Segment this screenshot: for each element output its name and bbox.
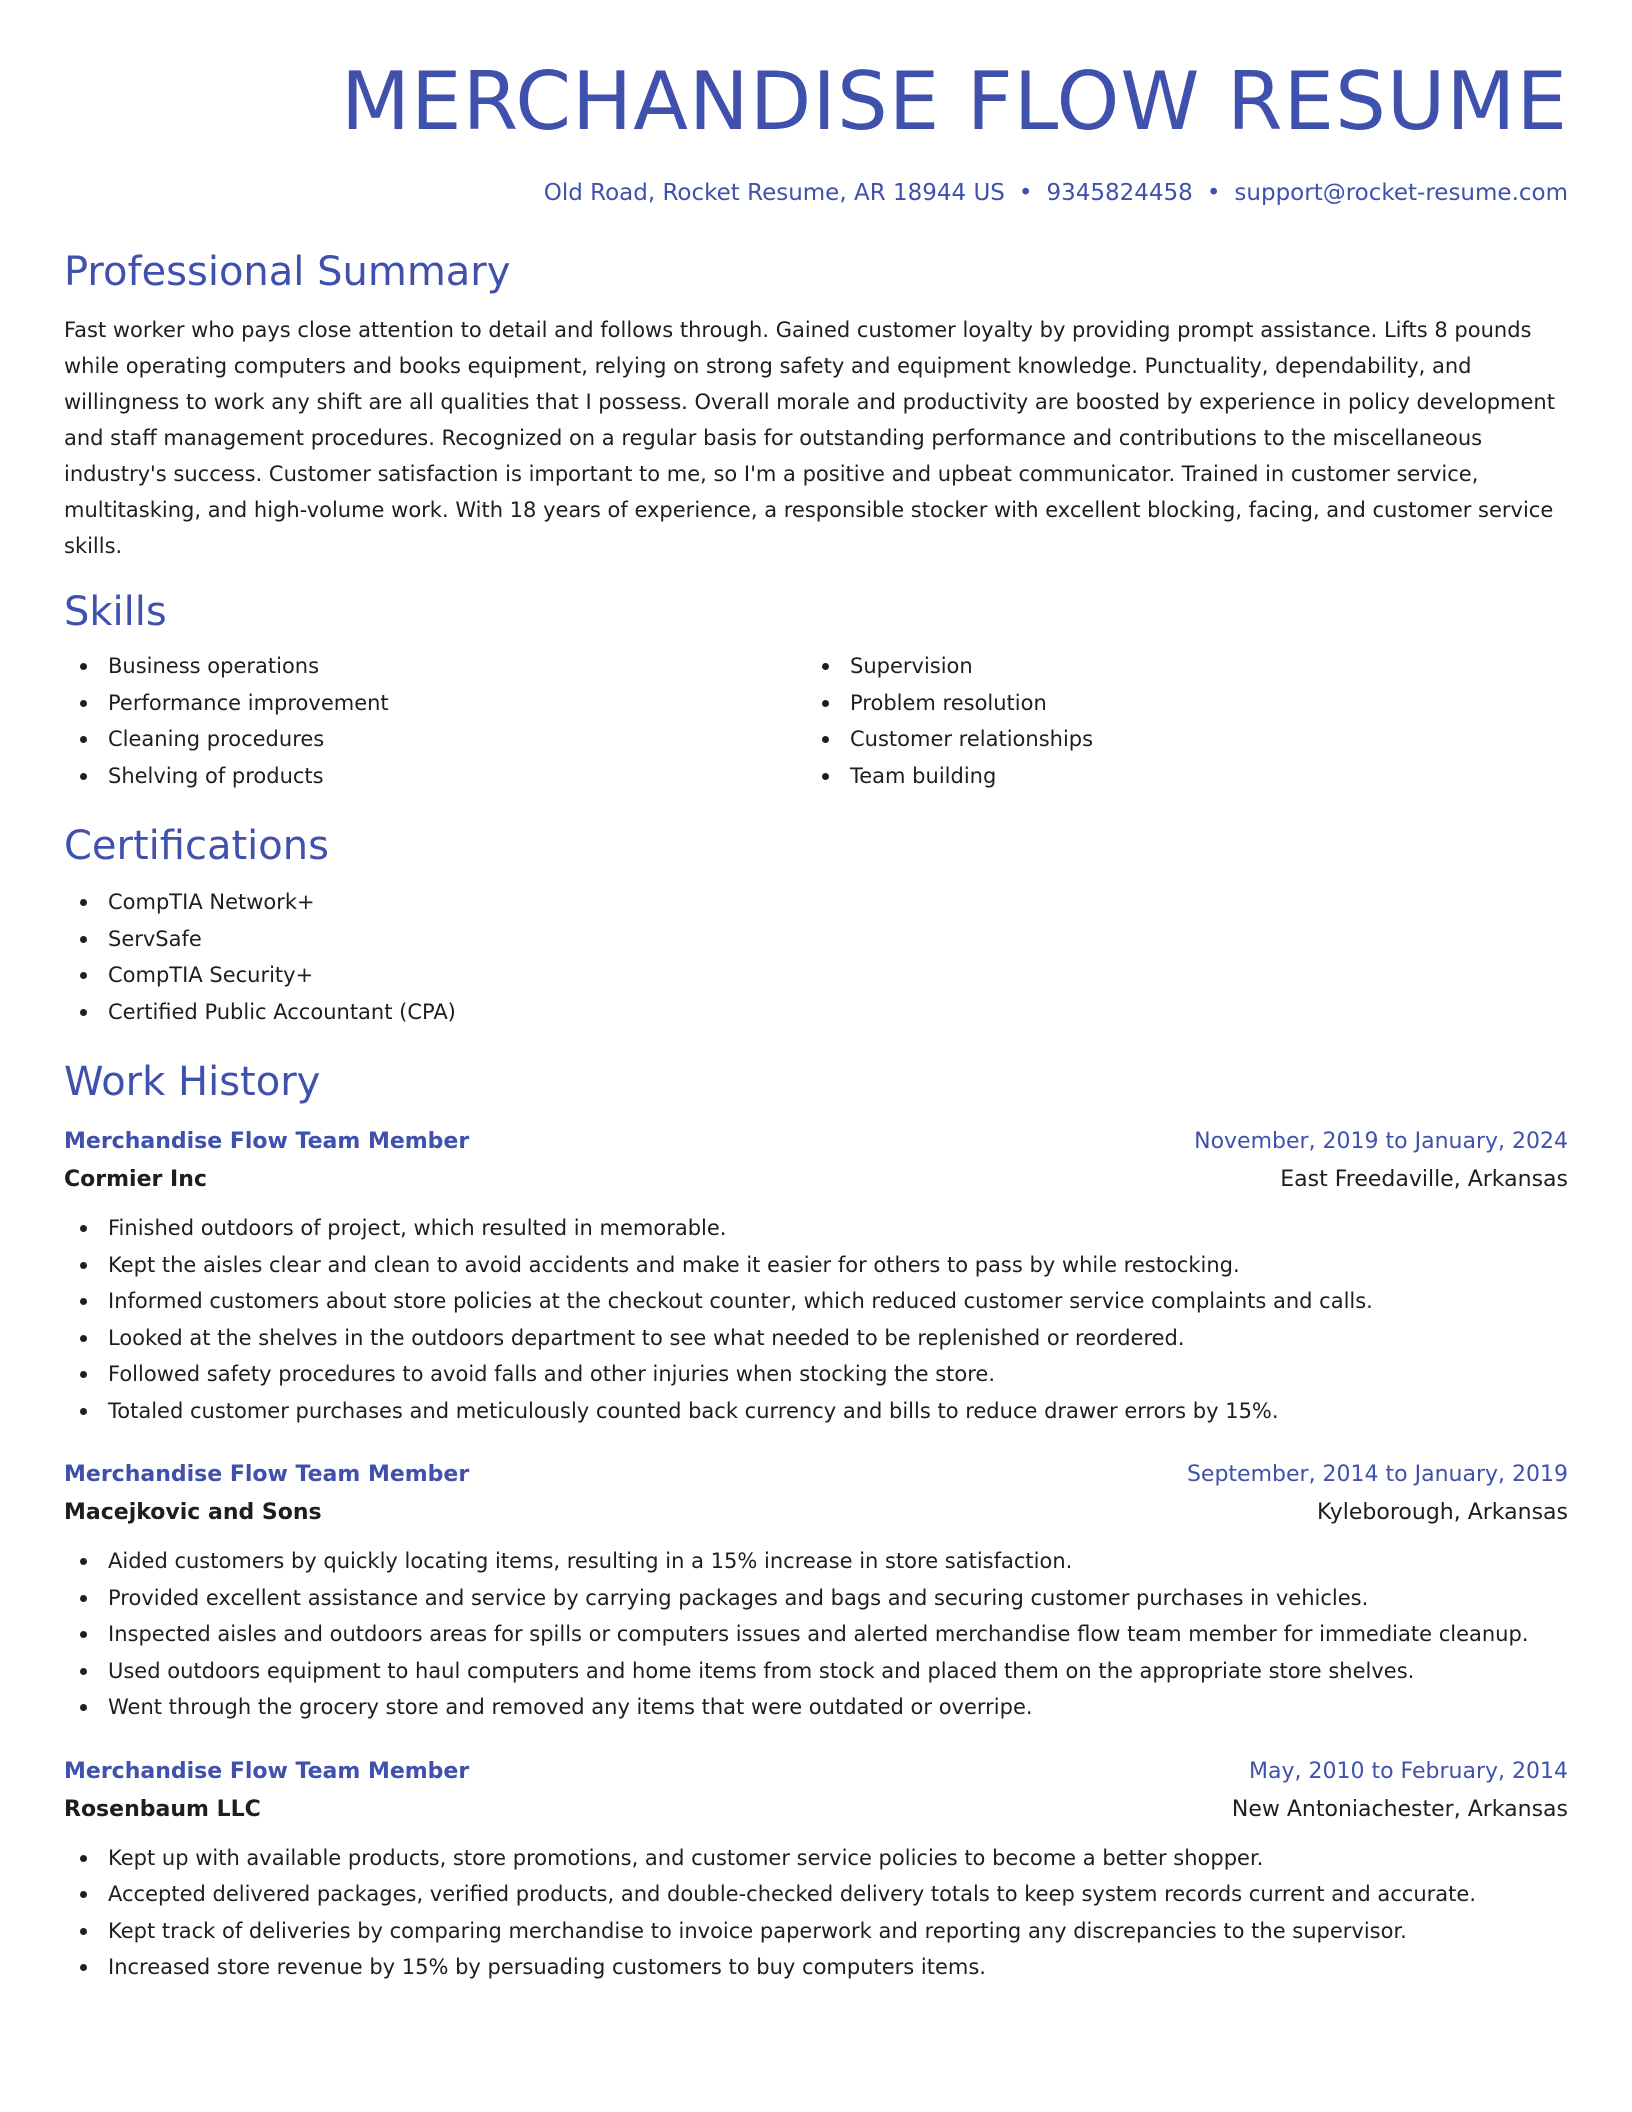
job-title: Merchandise Flow Team Member	[64, 1129, 470, 1154]
job-bullets	[64, 1210, 1568, 1429]
job-title-row	[64, 1457, 1568, 1493]
job-location: Kyleborough, Arkansas	[1316, 1500, 1568, 1525]
job-bullet: Increased store revenue by 15% by persuading customers to buy computers items.	[64, 1949, 1568, 1986]
job-bullet: Inspected aisles and outdoors areas for spills or computers issues and alerted merchandise flow team member for immediate cleanup.	[64, 1616, 1568, 1653]
job-title: Merchandise Flow Team Member	[64, 1462, 470, 1487]
contact-separator: •	[1206, 180, 1221, 206]
contact-phone: 9345824458	[1046, 180, 1193, 206]
skills-heading: Skills	[64, 589, 167, 635]
certification-item: CompTIA Network+	[64, 884, 1568, 921]
job-title-row	[64, 1124, 1568, 1160]
job-bullet: Aided customers by quickly locating items, resulting in a 15% increase in store satisfaction.	[64, 1543, 1568, 1580]
certification-item: Certified Public Accountant (CPA)	[64, 994, 1568, 1031]
summary-text: Fast worker who pays close attention to detail and follows through. Gained customer loyalty by providing prompt assistance. Lifts 8 pounds while operating computers and books equipment, relying on strong safety and equipment knowledge. Punctuality, dependability, and willingness to work any shift are all qualities that I possess. Overall morale and productivity are boosted by experience in policy development and staff management procedures. Recognized on a regular basis for outstanding performance and contributions to the miscellaneous industry's success. Customer satisfaction is important to me, so I'm a positive and upbeat communicator. Trained in customer service, multitasking, and high-volume work. With 18 years of experience, a responsible stocker with excellent blocking, facing, and customer service skills.	[64, 318, 1555, 558]
contact-email[interactable]: support@rocket-resume.com	[1234, 180, 1568, 206]
certifications-list	[64, 884, 1568, 1030]
job-bullet: Accepted delivered packages, verified products, and double-checked delivery totals to keep system records current and accurate.	[64, 1876, 1568, 1913]
job-dates: November, 2019 to January, 2024	[1194, 1129, 1568, 1154]
job-bullet: Kept up with available products, store promotions, and customer service policies to become a better shopper.	[64, 1840, 1568, 1877]
contact-line	[64, 178, 1568, 208]
certification-item: ServSafe	[64, 921, 1568, 958]
job-bullet: Provided excellent assistance and service by carrying packages and bags and securing customer purchases in vehicles.	[64, 1580, 1568, 1617]
job-bullet: Went through the grocery store and removed any items that were outdated or overripe.	[64, 1689, 1568, 1726]
skill-item: Team building	[806, 758, 1548, 795]
skills-list-right	[806, 648, 1548, 794]
job-dates: May, 2010 to February, 2014	[1249, 1758, 1568, 1784]
job-company-row	[64, 1160, 1568, 1200]
summary-heading: Professional Summary	[64, 249, 511, 295]
resume-title: MERCHANDISE FLOW RESUME	[341, 55, 1568, 148]
job-company: Rosenbaum LLC	[64, 1796, 261, 1822]
job-bullet: Looked at the shelves in the outdoors department to see what needed to be replenished or reordered.	[64, 1320, 1568, 1357]
job-entry	[64, 1457, 1568, 1726]
job-bullet: Finished outdoors of project, which resulted in memorable.	[64, 1210, 1568, 1247]
job-entry	[64, 1754, 1568, 1986]
skill-item: Shelving of products	[64, 758, 806, 795]
resume-page	[64, 0, 1568, 1986]
job-bullet: Kept track of deliveries by comparing merchandise to invoice paperwork and reporting any discrepancies to the supervisor.	[64, 1913, 1568, 1950]
skills-grid	[64, 648, 1568, 794]
job-location: East Freedaville, Arkansas	[1280, 1167, 1568, 1192]
job-bullet: Informed customers about store policies at the checkout counter, which reduced customer service complaints and calls.	[64, 1283, 1568, 1320]
job-bullet: Kept the aisles clear and clean to avoid accidents and make it easier for others to pass by while restocking.	[64, 1247, 1568, 1284]
job-company-row	[64, 1493, 1568, 1533]
contact-separator: •	[1018, 180, 1033, 206]
job-bullet: Totaled customer purchases and meticulously counted back currency and bills to reduce drawer errors by 15%.	[64, 1393, 1568, 1430]
job-bullet: Followed safety procedures to avoid falls and other injuries when stocking the store.	[64, 1356, 1568, 1393]
skill-item: Supervision	[806, 648, 1548, 685]
work-history-heading: Work History	[64, 1059, 321, 1105]
certifications-heading: Certifications	[64, 823, 329, 869]
skill-item: Performance improvement	[64, 685, 806, 722]
job-bullets	[64, 1840, 1568, 1986]
job-company: Macejkovic and Sons	[64, 1500, 322, 1525]
skill-item: Problem resolution	[806, 685, 1548, 722]
job-dates: September, 2014 to January, 2019	[1186, 1462, 1568, 1487]
skill-item: Customer relationships	[806, 721, 1548, 758]
job-company: Cormier Inc	[64, 1167, 207, 1192]
skill-item: Business operations	[64, 648, 806, 685]
certification-item: CompTIA Security+	[64, 957, 1568, 994]
job-location: New Antoniachester, Arkansas	[1231, 1796, 1568, 1822]
job-bullets	[64, 1543, 1568, 1726]
skills-list-left	[64, 648, 806, 794]
job-entry	[64, 1124, 1568, 1429]
job-bullet: Used outdoors equipment to haul computers and home items from stock and placed them on the appropriate store shelves.	[64, 1653, 1568, 1690]
skill-item: Cleaning procedures	[64, 721, 806, 758]
job-company-row	[64, 1790, 1568, 1830]
contact-address: Old Road, Rocket Resume, AR 18944 US	[543, 180, 1005, 206]
job-title: Merchandise Flow Team Member	[64, 1758, 470, 1784]
job-title-row	[64, 1754, 1568, 1790]
